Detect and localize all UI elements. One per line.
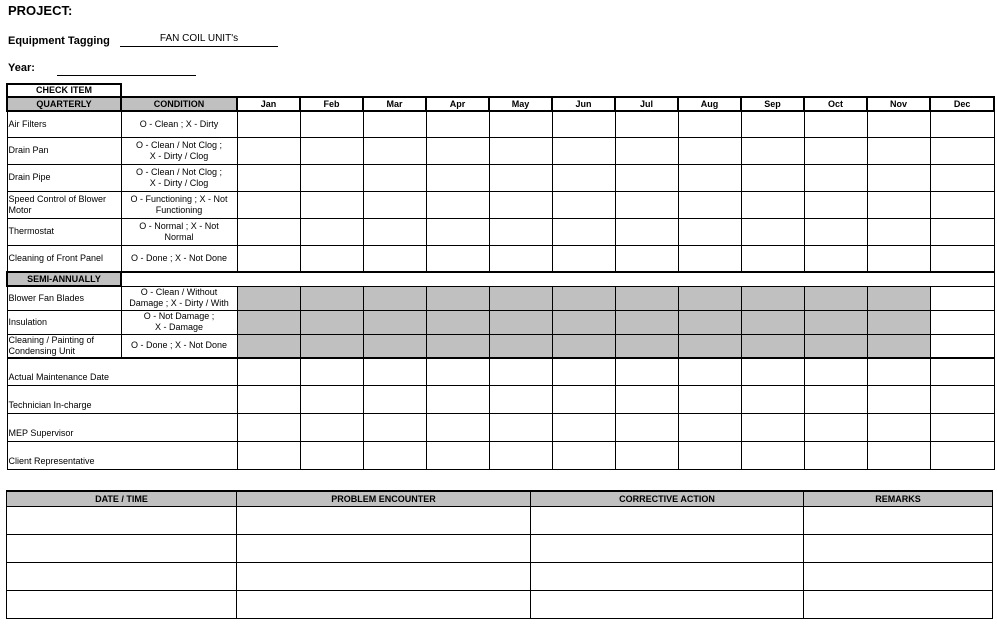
signoff-dec-cell[interactable] [930, 386, 994, 414]
quarterly-may-cell[interactable] [489, 245, 552, 272]
signoff-jun-cell[interactable] [552, 442, 615, 470]
quarterly-aug-cell[interactable] [678, 245, 741, 272]
remarks-cell[interactable] [804, 563, 993, 591]
signoff-row [7, 414, 994, 442]
signoff-sep-cell[interactable] [741, 442, 804, 470]
quarterly-jan-cell[interactable] [237, 245, 300, 272]
date-time-cell[interactable] [7, 507, 237, 535]
quarterly-oct-cell[interactable] [804, 218, 867, 245]
condition-cell [121, 218, 237, 245]
signoff-aug-cell[interactable] [678, 442, 741, 470]
signoff-sep-cell[interactable] [741, 414, 804, 442]
quarterly-jan-cell[interactable] [237, 137, 300, 164]
semi-annual-row [7, 286, 994, 310]
problem-encounter-cell[interactable] [237, 563, 531, 591]
check-item-label: Insulation [7, 310, 121, 334]
signoff-dec-cell[interactable] [930, 414, 994, 442]
quarterly-sep-cell[interactable] [741, 245, 804, 272]
signoff-row [7, 358, 994, 386]
log-row [7, 535, 993, 563]
month-header-aug: Aug [678, 97, 741, 111]
maintenance-checklist-table [6, 83, 995, 470]
signoff-may-cell[interactable] [489, 358, 552, 386]
quarterly-oct-cell[interactable] [804, 191, 867, 218]
remarks-header: REMARKS [804, 491, 993, 507]
condition-cell [121, 137, 237, 164]
quarterly-may-cell[interactable] [489, 111, 552, 137]
semi-annual-mar-cell [363, 286, 426, 310]
signoff-dec-cell[interactable] [930, 442, 994, 470]
semi-annual-mar-cell [363, 334, 426, 358]
check-item-label: Thermostat [7, 218, 121, 245]
quarterly-jul-cell[interactable] [615, 191, 678, 218]
quarterly-feb-cell[interactable] [300, 111, 363, 137]
signoff-row [7, 442, 994, 470]
signoff-jan-cell[interactable] [237, 386, 300, 414]
signoff-jun-cell[interactable] [552, 414, 615, 442]
quarterly-sep-cell[interactable] [741, 218, 804, 245]
semi-annual-apr-cell [426, 334, 489, 358]
signoff-sep-cell[interactable] [741, 358, 804, 386]
quarterly-nov-cell[interactable] [867, 218, 930, 245]
month-header-nov: Nov [867, 97, 930, 111]
quarterly-dec-cell[interactable] [930, 191, 994, 218]
quarterly-sep-cell[interactable] [741, 164, 804, 191]
condition-line: O - Clean ; X - Dirty [139, 118, 219, 129]
quarterly-jan-cell[interactable] [237, 164, 300, 191]
signoff-jun-cell[interactable] [552, 358, 615, 386]
quarterly-oct-cell[interactable] [804, 245, 867, 272]
semi-annual-aug-cell [678, 310, 741, 334]
signoff-dec-cell[interactable] [930, 358, 994, 386]
condition-line: O - Not Damage ; [143, 311, 215, 321]
check-item-label: Blower Fan Blades [7, 286, 121, 310]
semi-annual-jul-cell [615, 334, 678, 358]
signoff-aug-cell[interactable] [678, 358, 741, 386]
quarterly-feb-cell[interactable] [300, 164, 363, 191]
condition-cell [121, 191, 237, 218]
quarterly-apr-cell[interactable] [426, 164, 489, 191]
quarterly-aug-cell[interactable] [678, 218, 741, 245]
quarterly-apr-cell[interactable] [426, 191, 489, 218]
check-item-label: Drain Pan [7, 137, 121, 164]
signoff-jan-cell[interactable] [237, 358, 300, 386]
month-header-jan: Jan [237, 97, 300, 111]
quarterly-dec-cell[interactable] [930, 111, 994, 137]
month-header-jun: Jun [552, 97, 615, 111]
problem-encounter-cell[interactable] [237, 507, 531, 535]
signoff-row [7, 386, 994, 414]
signoff-aug-cell[interactable] [678, 414, 741, 442]
signoff-jul-cell[interactable] [615, 358, 678, 386]
date-time-cell[interactable] [7, 591, 237, 619]
quarterly-apr-cell[interactable] [426, 245, 489, 272]
quarterly-mar-cell[interactable] [363, 137, 426, 164]
year-label: Year: [8, 62, 35, 74]
check-item-header: CHECK ITEM [7, 84, 121, 97]
semi-annual-jan-cell [237, 334, 300, 358]
quarterly-jul-cell[interactable] [615, 245, 678, 272]
semi-annual-nov-cell [867, 310, 930, 334]
signoff-feb-cell[interactable] [300, 358, 363, 386]
semi-annual-jun-cell [552, 334, 615, 358]
equipment-tagging-label: Equipment Tagging [8, 35, 110, 47]
condition-line: O - Done ; X - Not Done [130, 252, 228, 263]
corrective-action-cell[interactable] [531, 535, 804, 563]
semi-annual-dec-cell[interactable] [930, 286, 994, 310]
signoff-nov-cell[interactable] [867, 414, 930, 442]
semi-annual-may-cell [489, 286, 552, 310]
quarterly-oct-cell[interactable] [804, 164, 867, 191]
quarterly-jan-cell[interactable] [237, 218, 300, 245]
semi-annual-may-cell [489, 310, 552, 334]
condition-cell [121, 245, 237, 272]
semi-annual-nov-cell [867, 334, 930, 358]
signoff-apr-cell[interactable] [426, 442, 489, 470]
month-header-oct: Oct [804, 97, 867, 111]
signoff-oct-cell[interactable] [804, 442, 867, 470]
semi-annual-row [7, 310, 994, 334]
semi-annual-dec-cell[interactable] [930, 334, 994, 358]
month-header-may: May [489, 97, 552, 111]
condition-cell [121, 164, 237, 191]
corrective-action-cell[interactable] [531, 591, 804, 619]
signoff-label: Client Representative [7, 442, 237, 470]
quarterly-apr-cell[interactable] [426, 218, 489, 245]
quarterly-aug-cell[interactable] [678, 137, 741, 164]
semi-annual-feb-cell [300, 334, 363, 358]
signoff-feb-cell[interactable] [300, 414, 363, 442]
condition-line: X - Dirty / Clog [149, 177, 209, 188]
log-row [7, 507, 993, 535]
quarterly-aug-cell[interactable] [678, 191, 741, 218]
condition-line: O - Clean / Not Clog ; [135, 139, 223, 150]
signoff-feb-cell[interactable] [300, 386, 363, 414]
semi-annual-sep-cell [741, 310, 804, 334]
condition-cell [121, 111, 237, 137]
signoff-label: Actual Maintenance Date [7, 358, 237, 386]
semi-annual-dec-cell[interactable] [930, 310, 994, 334]
quarterly-feb-cell[interactable] [300, 218, 363, 245]
quarterly-jun-cell[interactable] [552, 191, 615, 218]
quarterly-dec-cell[interactable] [930, 137, 994, 164]
equipment-tagging-field[interactable] [120, 33, 278, 47]
quarterly-jul-cell[interactable] [615, 111, 678, 137]
month-header-feb: Feb [300, 97, 363, 111]
quarterly-may-cell[interactable] [489, 137, 552, 164]
signoff-sep-cell[interactable] [741, 386, 804, 414]
quarterly-sep-cell[interactable] [741, 111, 804, 137]
signoff-oct-cell[interactable] [804, 414, 867, 442]
semi-annual-oct-cell [804, 286, 867, 310]
quarterly-apr-cell[interactable] [426, 111, 489, 137]
quarterly-row [7, 191, 994, 218]
signoff-nov-cell[interactable] [867, 386, 930, 414]
semi-annually-header-row [7, 272, 994, 286]
condition-cell [121, 334, 237, 358]
quarterly-apr-cell[interactable] [426, 137, 489, 164]
quarterly-header: QUARTERLY [7, 97, 121, 111]
check-item-label: Cleaning of Front Panel [7, 245, 121, 272]
date-time-header: DATE / TIME [7, 491, 237, 507]
semi-annual-apr-cell [426, 286, 489, 310]
quarterly-nov-cell[interactable] [867, 164, 930, 191]
quarterly-jul-cell[interactable] [615, 218, 678, 245]
month-header-mar: Mar [363, 97, 426, 111]
semi-annual-aug-cell [678, 334, 741, 358]
quarterly-nov-cell[interactable] [867, 111, 930, 137]
signoff-jul-cell[interactable] [615, 414, 678, 442]
signoff-nov-cell[interactable] [867, 442, 930, 470]
quarterly-feb-cell[interactable] [300, 137, 363, 164]
quarterly-may-cell[interactable] [489, 218, 552, 245]
semi-annual-jun-cell [552, 286, 615, 310]
quarterly-may-cell[interactable] [489, 164, 552, 191]
quarterly-nov-cell[interactable] [867, 191, 930, 218]
signoff-oct-cell[interactable] [804, 386, 867, 414]
condition-line: Normal [164, 231, 194, 242]
remarks-cell[interactable] [804, 507, 993, 535]
quarterly-dec-cell[interactable] [930, 218, 994, 245]
condition-line: Functioning [155, 204, 203, 215]
problem-encounter-cell[interactable] [237, 535, 531, 563]
semi-annual-apr-cell [426, 310, 489, 334]
check-item-label: Drain Pipe [7, 164, 121, 191]
quarterly-feb-cell[interactable] [300, 191, 363, 218]
signoff-feb-cell[interactable] [300, 442, 363, 470]
quarterly-jul-cell[interactable] [615, 164, 678, 191]
signoff-jul-cell[interactable] [615, 386, 678, 414]
quarterly-jun-cell[interactable] [552, 137, 615, 164]
corrective-action-header: CORRECTIVE ACTION [531, 491, 804, 507]
remarks-cell[interactable] [804, 535, 993, 563]
quarterly-aug-cell[interactable] [678, 111, 741, 137]
signoff-jul-cell[interactable] [615, 442, 678, 470]
quarterly-jul-cell[interactable] [615, 137, 678, 164]
quarterly-sep-cell[interactable] [741, 191, 804, 218]
problem-encounter-cell[interactable] [237, 591, 531, 619]
quarterly-mar-cell[interactable] [363, 218, 426, 245]
quarterly-oct-cell[interactable] [804, 111, 867, 137]
condition-line: Damage ; X - Dirty / With [129, 298, 229, 308]
quarterly-mar-cell[interactable] [363, 245, 426, 272]
signoff-jan-cell[interactable] [237, 442, 300, 470]
month-header-dec: Dec [930, 97, 994, 111]
quarterly-mar-cell[interactable] [363, 164, 426, 191]
year-field[interactable] [57, 62, 196, 76]
quarterly-dec-cell[interactable] [930, 245, 994, 272]
condition-line: O - Functioning ; X - Not [130, 193, 228, 204]
project-label: PROJECT: [8, 3, 73, 18]
signoff-may-cell[interactable] [489, 442, 552, 470]
signoff-jun-cell[interactable] [552, 386, 615, 414]
quarterly-nov-cell[interactable] [867, 137, 930, 164]
problem-log-table [6, 490, 993, 619]
condition-line: O - Done ; X - Not Done [130, 340, 228, 350]
equipment-tagging-value: FAN COIL UNIT's [159, 33, 239, 44]
remarks-cell[interactable] [804, 591, 993, 619]
semi-annual-oct-cell [804, 310, 867, 334]
condition-header: CONDITION [121, 97, 237, 111]
quarterly-feb-cell[interactable] [300, 245, 363, 272]
semi-annual-aug-cell [678, 286, 741, 310]
check-item-label: Air Filters [7, 111, 121, 137]
semi-annual-row [7, 334, 994, 358]
quarterly-aug-cell[interactable] [678, 164, 741, 191]
signoff-apr-cell[interactable] [426, 358, 489, 386]
quarterly-jun-cell[interactable] [552, 245, 615, 272]
check-item-label: Speed Control of Blower Motor [7, 191, 121, 218]
month-header-apr: Apr [426, 97, 489, 111]
signoff-aug-cell[interactable] [678, 386, 741, 414]
signoff-apr-cell[interactable] [426, 414, 489, 442]
quarterly-jan-cell[interactable] [237, 111, 300, 137]
signoff-label: Technician In-charge [7, 386, 237, 414]
semi-annual-nov-cell [867, 286, 930, 310]
condition-line: X - Damage [154, 322, 204, 332]
corrective-action-cell[interactable] [531, 563, 804, 591]
signoff-jan-cell[interactable] [237, 414, 300, 442]
log-row [7, 591, 993, 619]
quarterly-jun-cell[interactable] [552, 111, 615, 137]
quarterly-may-cell[interactable] [489, 191, 552, 218]
condition-line: O - Clean / Without [140, 287, 218, 297]
semi-annual-jan-cell [237, 310, 300, 334]
month-header-jul: Jul [615, 97, 678, 111]
signoff-mar-cell[interactable] [363, 414, 426, 442]
signoff-mar-cell[interactable] [363, 358, 426, 386]
signoff-mar-cell[interactable] [363, 442, 426, 470]
semi-annually-header: SEMI-ANNUALLY [7, 272, 121, 286]
semi-annual-may-cell [489, 334, 552, 358]
signoff-may-cell[interactable] [489, 386, 552, 414]
condition-line: O - Normal ; X - Not [139, 220, 219, 231]
quarterly-jun-cell[interactable] [552, 164, 615, 191]
quarterly-nov-cell[interactable] [867, 245, 930, 272]
signoff-nov-cell[interactable] [867, 358, 930, 386]
semi-annual-jul-cell [615, 310, 678, 334]
semi-annual-feb-cell [300, 310, 363, 334]
signoff-label: MEP Supervisor [7, 414, 237, 442]
date-time-cell[interactable] [7, 535, 237, 563]
quarterly-row [7, 137, 994, 164]
condition-line: X - Dirty / Clog [149, 150, 209, 161]
quarterly-sep-cell[interactable] [741, 137, 804, 164]
quarterly-row [7, 111, 994, 137]
semi-annual-mar-cell [363, 310, 426, 334]
date-time-cell[interactable] [7, 563, 237, 591]
quarterly-mar-cell[interactable] [363, 111, 426, 137]
quarterly-row [7, 245, 994, 272]
quarterly-row [7, 164, 994, 191]
semi-annual-jan-cell [237, 286, 300, 310]
semi-annual-jul-cell [615, 286, 678, 310]
quarterly-mar-cell[interactable] [363, 191, 426, 218]
semi-annual-sep-cell [741, 334, 804, 358]
quarterly-dec-cell[interactable] [930, 164, 994, 191]
check-item-label: Cleaning / Painting of Condensing Unit [7, 334, 121, 358]
condition-line: O - Clean / Not Clog ; [135, 166, 223, 177]
quarterly-row [7, 218, 994, 245]
log-row [7, 563, 993, 591]
signoff-apr-cell[interactable] [426, 386, 489, 414]
condition-cell [121, 310, 237, 334]
signoff-mar-cell[interactable] [363, 386, 426, 414]
signoff-may-cell[interactable] [489, 414, 552, 442]
signoff-oct-cell[interactable] [804, 358, 867, 386]
semi-annual-oct-cell [804, 334, 867, 358]
month-header-sep: Sep [741, 97, 804, 111]
quarterly-jun-cell[interactable] [552, 218, 615, 245]
semi-annual-jun-cell [552, 310, 615, 334]
quarterly-jan-cell[interactable] [237, 191, 300, 218]
condition-cell [121, 286, 237, 310]
semi-annual-feb-cell [300, 286, 363, 310]
problem-encounter-header: PROBLEM ENCOUNTER [237, 491, 531, 507]
quarterly-oct-cell[interactable] [804, 137, 867, 164]
semi-annual-sep-cell [741, 286, 804, 310]
corrective-action-cell[interactable] [531, 507, 804, 535]
